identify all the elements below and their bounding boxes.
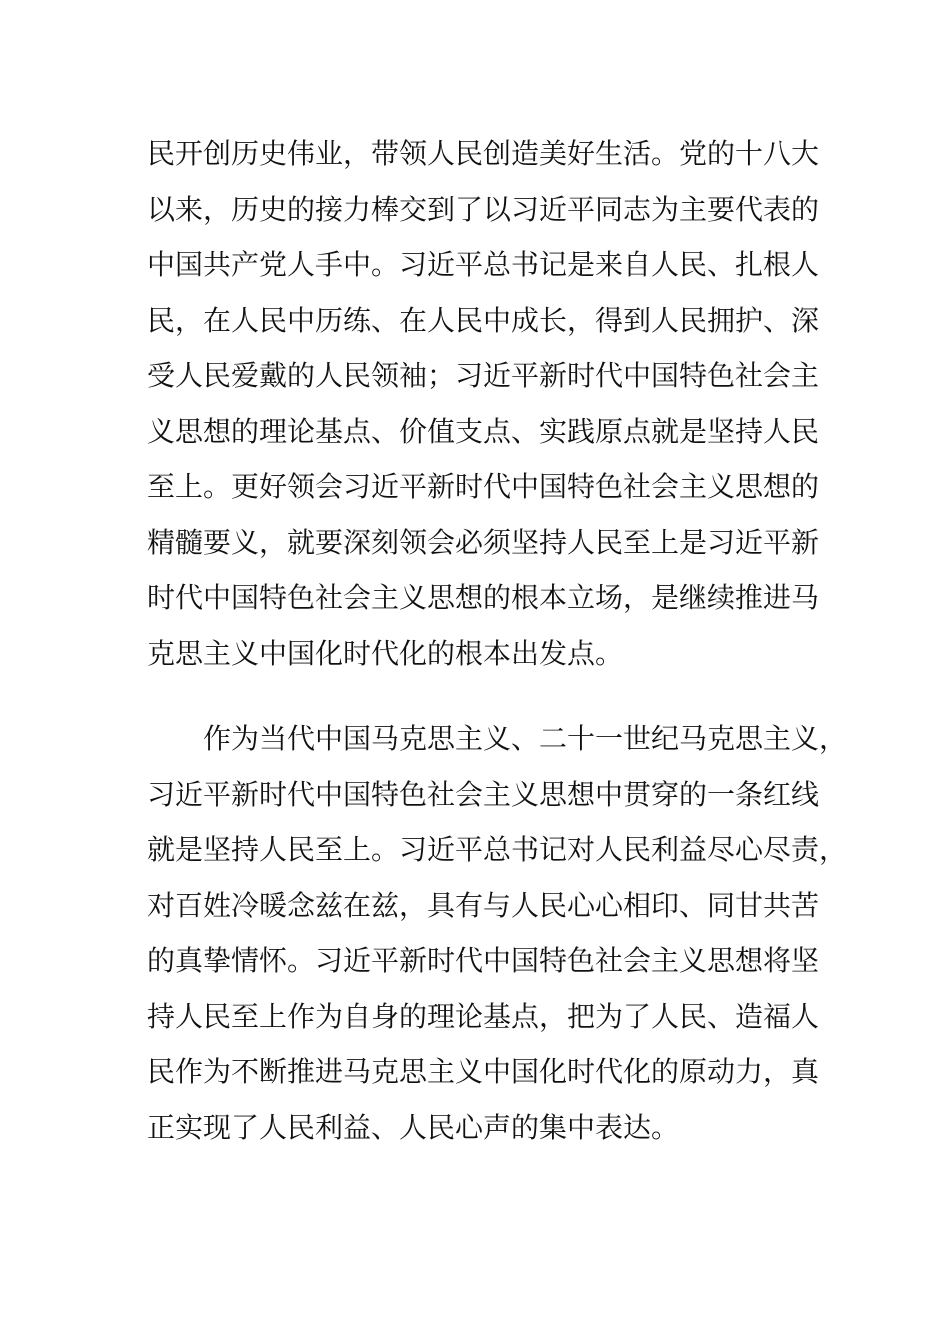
paragraph-line: 习近平新时代中国特色社会主义思想中贯穿的一条红线 [147, 777, 820, 811]
paragraph-2 [147, 711, 848, 1155]
paragraph-line: 就是坚持人民至上。习近平总书记对人民利益尽心尽责， [147, 833, 848, 866]
paragraph-line: 民开创历史伟业，带领人民创造美好生活。党的十八大 [147, 137, 820, 170]
paragraph-line: 作为当代中国马克思主义、二十一世纪马克思主义， [203, 722, 848, 755]
paragraph-line: 正实现了人民利益、人民心声的集中表达。 [147, 1110, 680, 1144]
paragraph-line: 受人民爱戴的人民领袖；习近平新时代中国特色社会主 [147, 359, 820, 392]
paragraph-line: 民，在人民中历练、在人民中成长，得到人民拥护、深 [147, 303, 820, 337]
paragraph-line: 民作为不断推进马克思主义中国化时代化的原动力，真 [147, 1055, 820, 1088]
paragraph-1 [147, 126, 820, 681]
paragraph-line: 对百姓冷暖念兹在兹，具有与人民心心相印、同甘共苦 [147, 888, 820, 922]
paragraph-line: 克思主义中国化时代化的根本出发点。 [147, 636, 624, 670]
paragraph-line: 精髓要义，就要深刻领会必须坚持人民至上是习近平新 [147, 525, 820, 559]
paragraph-line: 时代中国特色社会主义思想的根本立场，是继续推进马 [147, 581, 820, 614]
paragraph-line: 以来，历史的接力棒交到了以习近平同志为主要代表的 [147, 192, 820, 226]
paragraph-line: 的真挚情怀。习近平新时代中国特色社会主义思想将坚 [147, 944, 820, 977]
paragraph-line: 持人民至上作为自身的理论基点，把为了人民、造福人 [147, 999, 820, 1033]
paragraph-line: 中国共产党人手中。习近平总书记是来自人民、扎根人 [147, 248, 820, 281]
paragraph-line: 至上。更好领会习近平新时代中国特色社会主义思想的 [147, 470, 820, 503]
paragraph-line: 义思想的理论基点、价值支点、实践原点就是坚持人民 [147, 414, 820, 448]
